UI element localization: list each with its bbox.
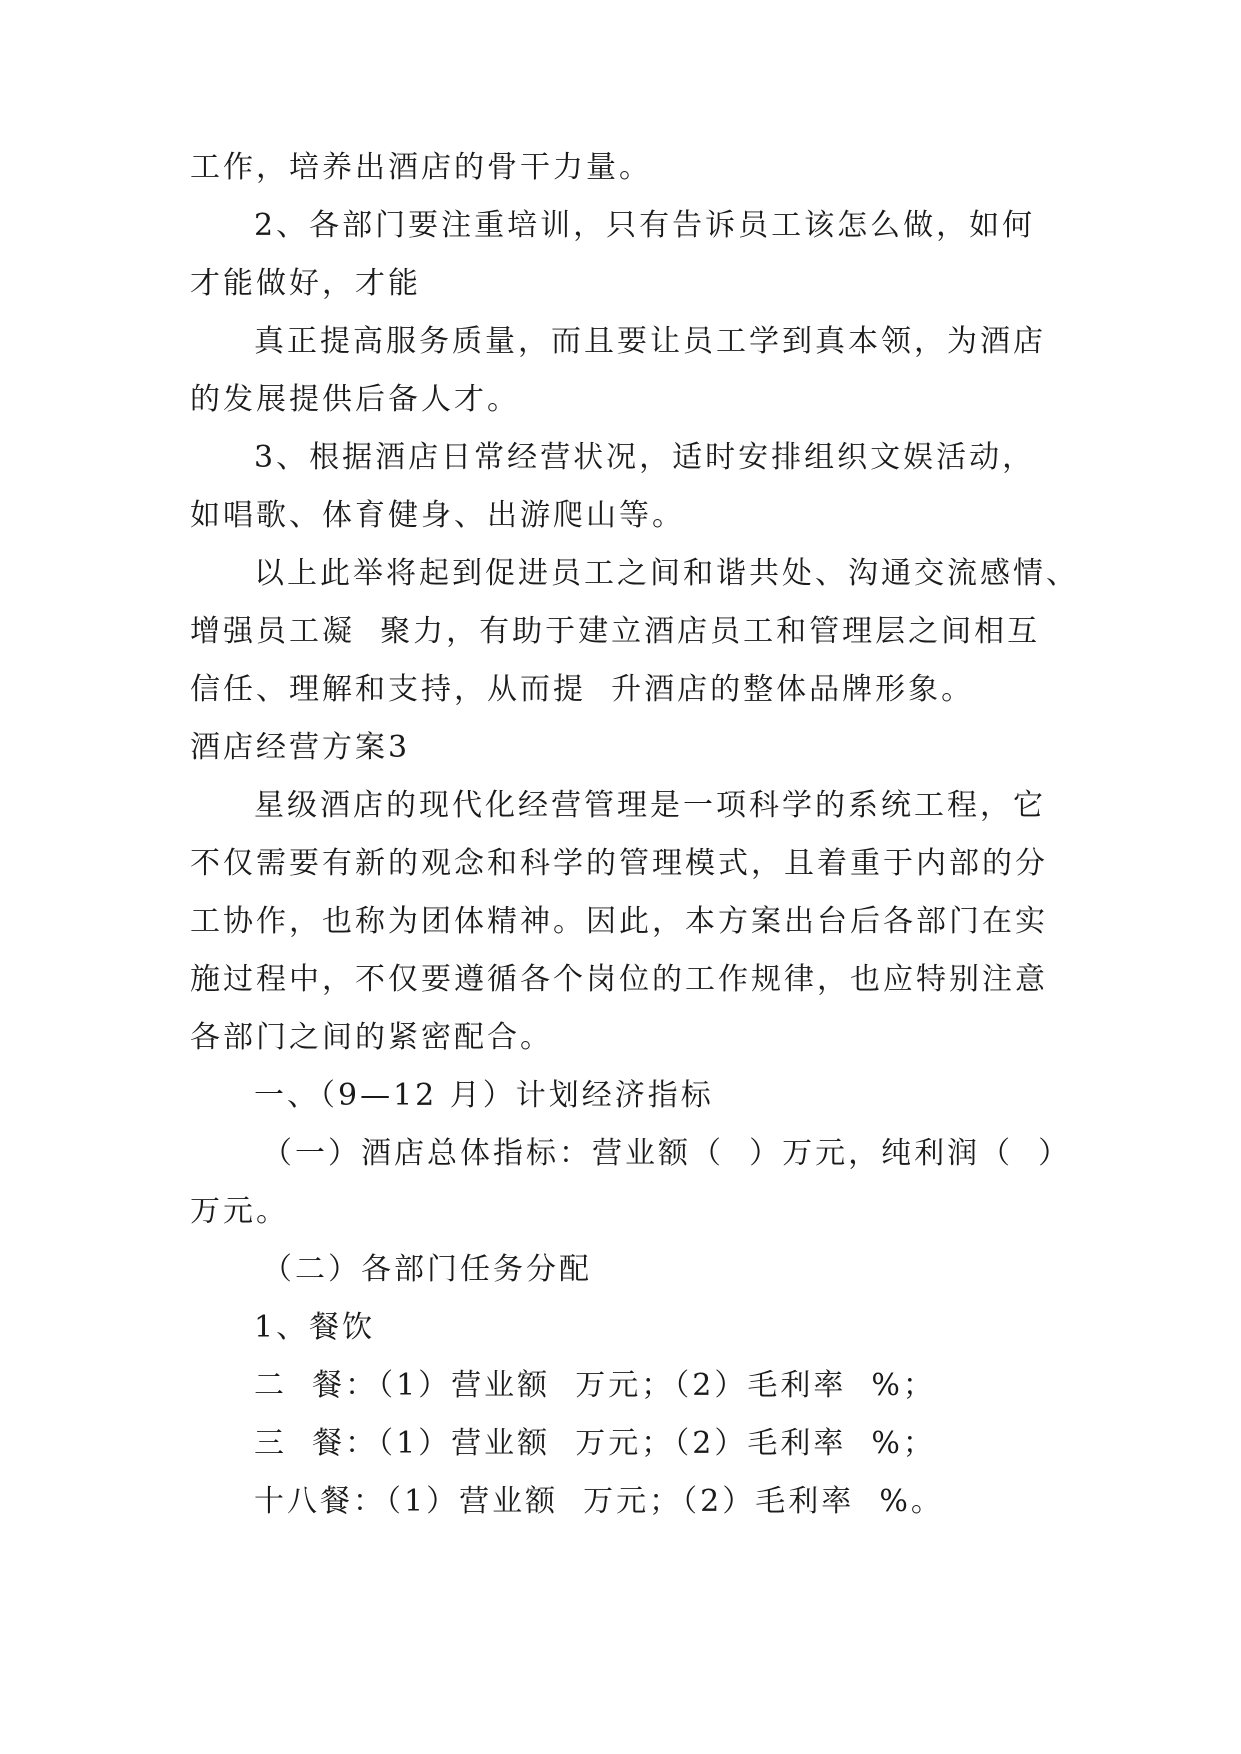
text-line: 工作，培养出酒店的骨干力量。: [190, 150, 652, 185]
text-line: 二 餐：（1）营业额 万元；（2）毛利率 %；: [254, 1368, 936, 1403]
text-line: 十八餐：（1）营业额 万元；（2）毛利率 %。: [254, 1484, 944, 1519]
text-line: 万元。: [190, 1194, 289, 1229]
text-line: 星级酒店的现代化经营管理是一项科学的系统工程，它: [254, 788, 1046, 823]
text-line: 不仅需要有新的观念和科学的管理模式，且着重于内部的分: [190, 846, 1048, 881]
text-line: 三 餐：（1）营业额 万元；（2）毛利率 %；: [254, 1426, 936, 1461]
section-heading: 酒店经营方案3: [190, 730, 411, 765]
text-line: 施过程中，不仅要遵循各个岗位的工作规律，也应特别注意: [190, 962, 1048, 997]
text-line: 如唱歌、体育健身、出游爬山等。: [190, 498, 685, 533]
text-line: 真正提高服务质量，而且要让员工学到真本领，为酒店: [254, 324, 1046, 359]
text-line: 的发展提供后备人才。: [190, 382, 520, 417]
text-line: 1、餐饮: [254, 1310, 376, 1345]
text-line: （一）酒店总体指标：营业额（ ）万元，纯利润（ ）: [262, 1136, 1072, 1171]
text-line: 才能做好，才能: [190, 266, 421, 301]
text-line: （二）各部门任务分配: [262, 1252, 592, 1287]
text-line: 2、各部门要注重培训，只有告诉员工该怎么做，如何: [254, 208, 1036, 243]
text-line: 信任、理解和支持，从而提 升酒店的整体品牌形象。: [190, 672, 975, 707]
text-line: 3、根据酒店日常经营状况，适时安排组织文娱活动，: [254, 440, 1036, 475]
text-line: 一、（9—12 月）计划经济指标: [254, 1078, 714, 1113]
text-line: 各部门之间的紧密配合。: [190, 1020, 553, 1055]
text-line: 工协作，也称为团体精神。因此，本方案出台后各部门在实: [190, 904, 1048, 939]
text-line: 以上此举将起到促进员工之间和谐共处、沟通交流感情、: [254, 556, 1079, 591]
text-line: 增强员工凝 聚力，有助于建立酒店员工和管理层之间相互: [190, 614, 1041, 649]
